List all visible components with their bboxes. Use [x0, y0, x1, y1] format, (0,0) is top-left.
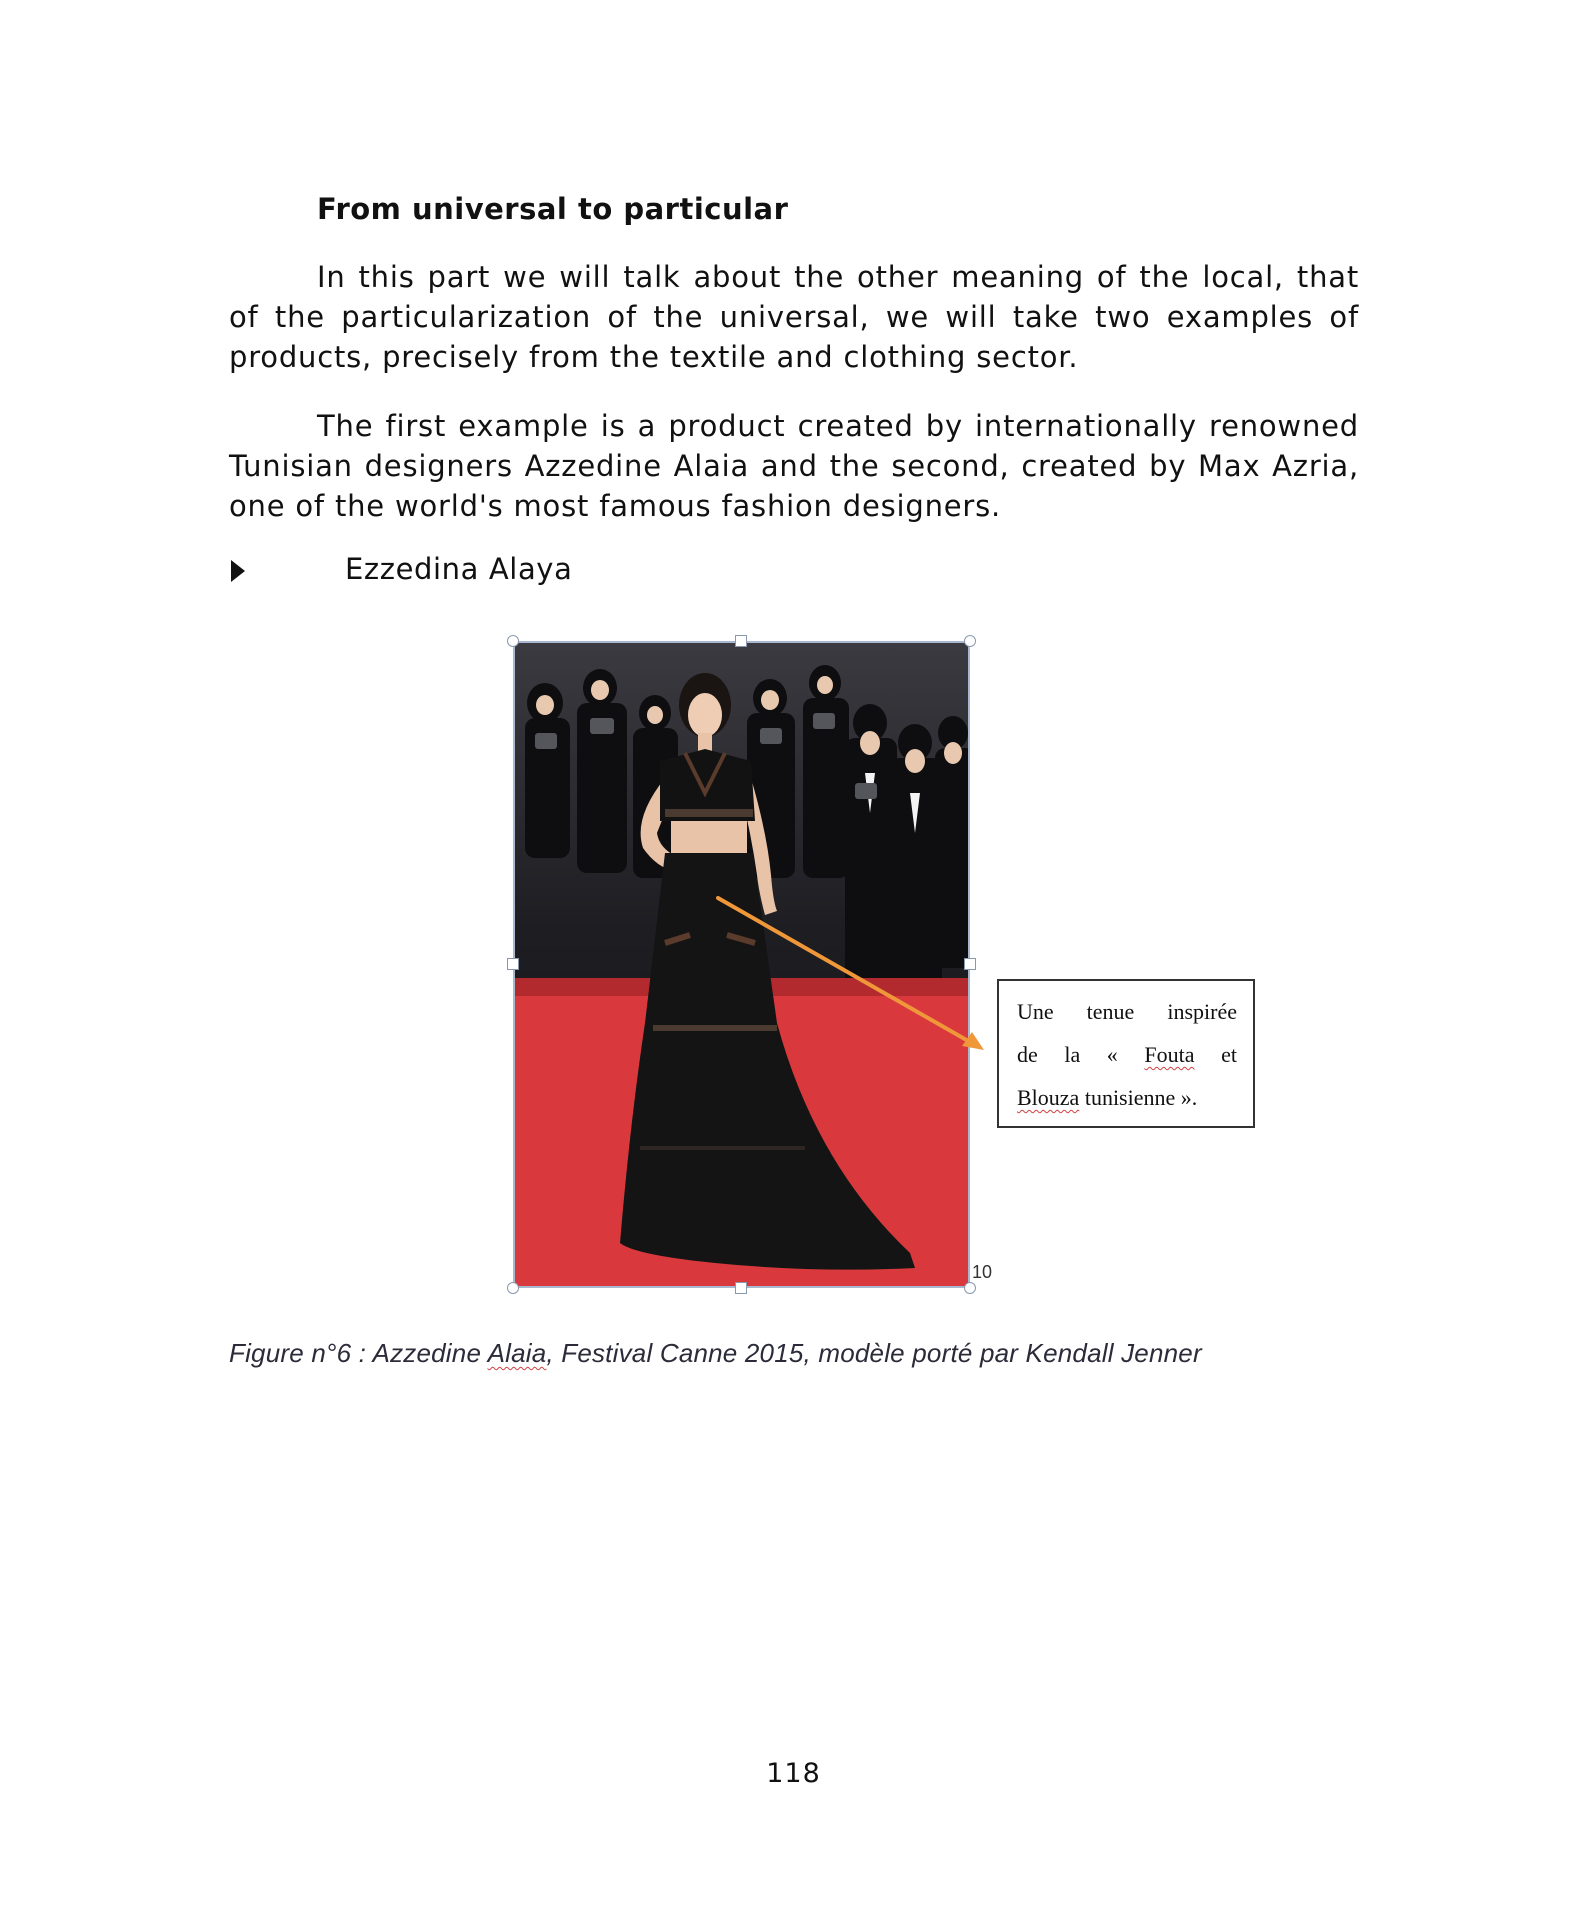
figure-caption	[229, 1338, 1202, 1369]
paragraph-1	[229, 257, 1359, 377]
callout-line-1: Une tenue inspirée	[1017, 999, 1237, 1024]
paragraph-1-text: In this part we will talk about the other meaning of the local, that of the particularization of the universal, we will take two examples of products, precisely from the textile and clothing sector.	[229, 260, 1359, 374]
spellcheck-word-alaia: Alaia	[487, 1338, 547, 1368]
caption-pre: Figure n°6 : Azzedine	[229, 1338, 488, 1368]
section-heading: From universal to particular	[317, 192, 789, 226]
callout-line-3	[1017, 1076, 1237, 1119]
resize-handle-bottom[interactable]	[735, 1282, 747, 1294]
spellcheck-word-fouta: Fouta	[1144, 1042, 1195, 1067]
resize-handle-bottom-right[interactable]	[964, 1282, 976, 1294]
caption-post: , Festival Canne 2015, modèle porté par Kendall Jenner	[546, 1338, 1202, 1368]
resize-handle-right[interactable]	[964, 958, 976, 970]
resize-handle-left[interactable]	[507, 958, 519, 970]
resize-handle-top-right[interactable]	[964, 635, 976, 647]
callout-line-3-post: tunisienne ».	[1079, 1085, 1198, 1110]
spellcheck-word-blouza: Blouza	[1017, 1085, 1080, 1110]
bullet-item-text: Ezzedina Alaya	[345, 552, 573, 586]
resize-handle-top-left[interactable]	[507, 635, 519, 647]
callout-textbox	[997, 979, 1255, 1128]
paragraph-2-text: The first example is a product created by internationally renowned Tunisian designers Azzedine Alaia and the second, created by Max Azria, one of the world's most famous fashion designers.	[229, 409, 1359, 523]
triangle-bullet-icon	[231, 560, 245, 582]
red-carpet-photo-illustration	[515, 643, 968, 1286]
callout-line-2-pre: de la «	[1017, 1042, 1145, 1067]
resize-handle-top[interactable]	[735, 635, 747, 647]
figure-photo[interactable]	[513, 641, 970, 1288]
paragraph-2	[229, 406, 1359, 526]
page-number: 118	[766, 1758, 821, 1789]
resize-handle-bottom-left[interactable]	[507, 1282, 519, 1294]
callout-line-2	[1017, 1033, 1237, 1076]
callout-line-2-post: et	[1194, 1042, 1237, 1067]
footnote-reference: 10	[972, 1262, 993, 1282]
